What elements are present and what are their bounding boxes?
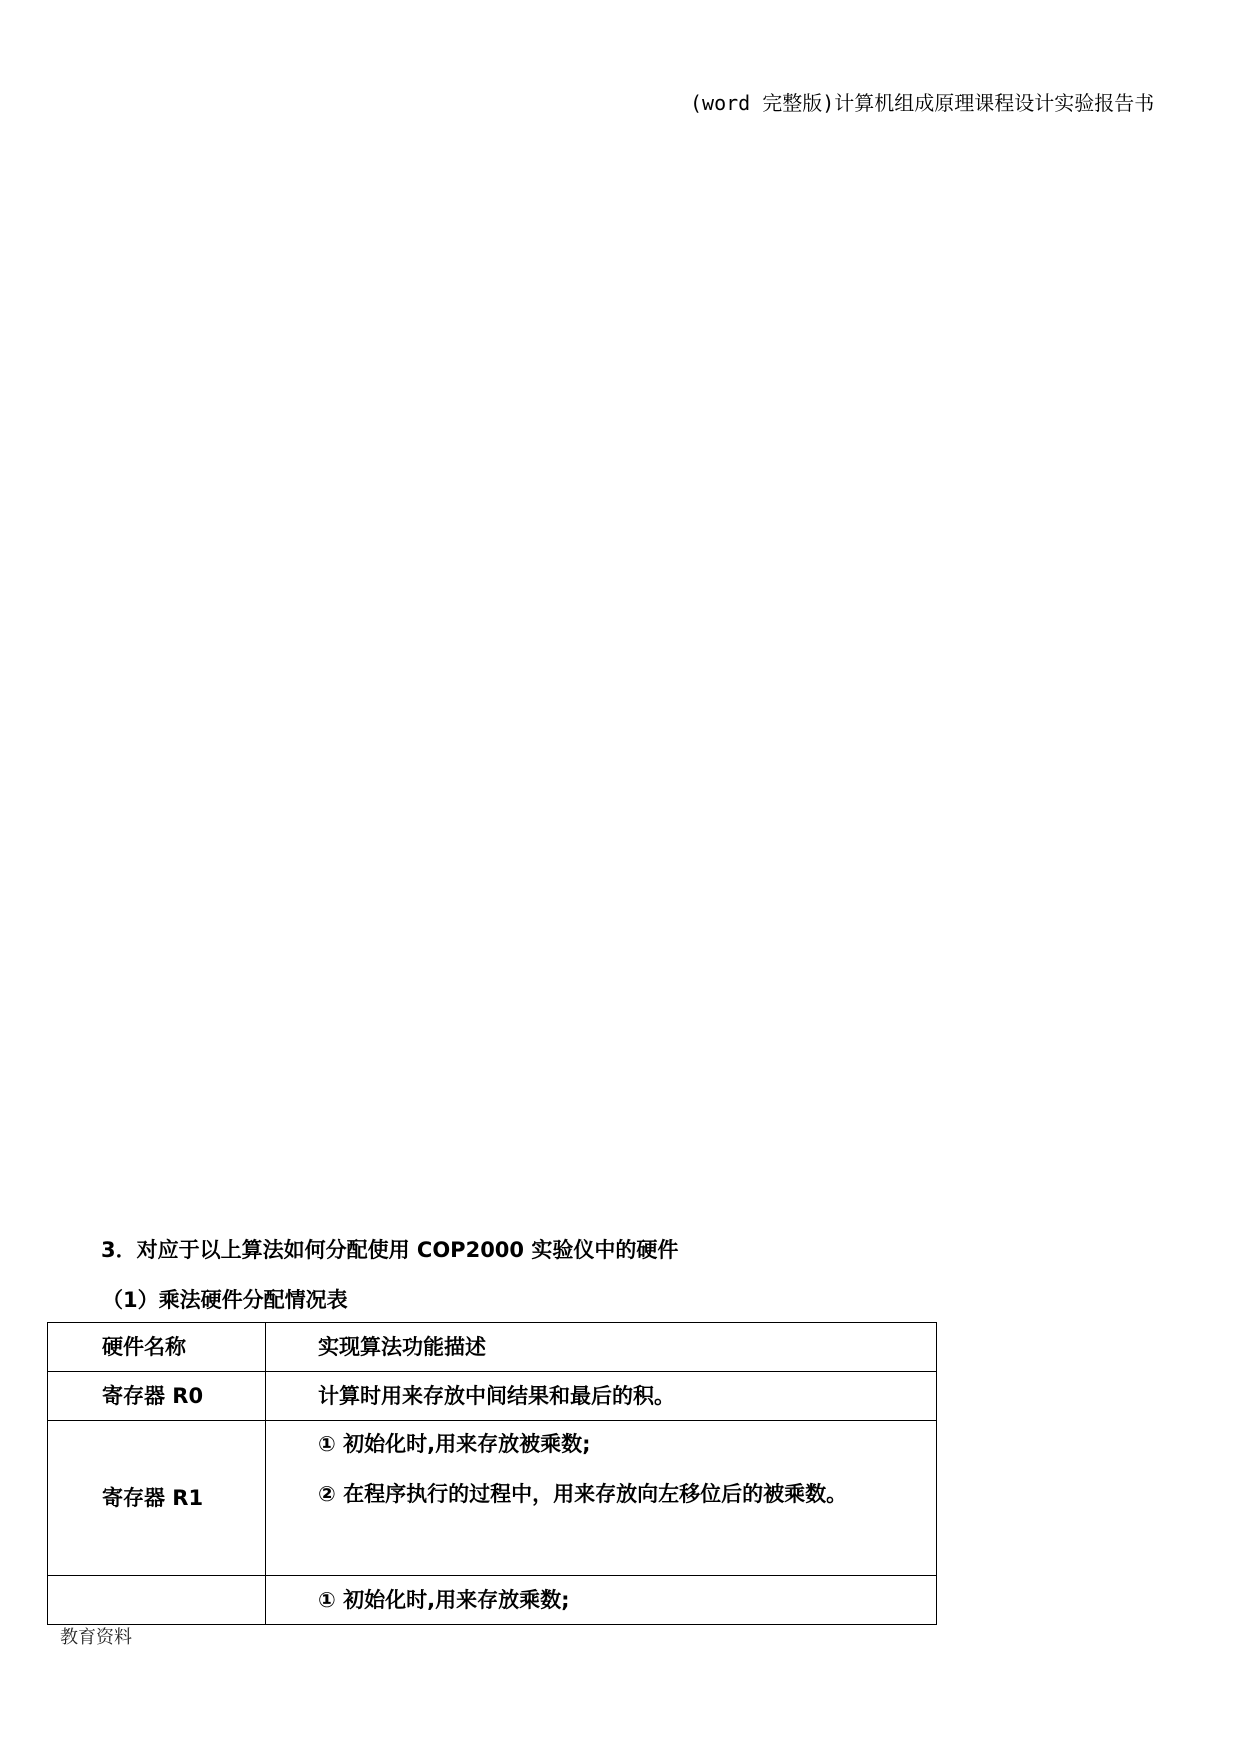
hardware-name-cell: 寄存器 R0 (48, 1372, 266, 1421)
table-row (48, 1372, 937, 1421)
description-line: ① 初始化时,用来存放乘数; (318, 1588, 570, 1612)
description-line: ① 初始化时,用来存放被乘数; (318, 1432, 591, 1456)
hardware-name-cell: 寄存器 R1 (48, 1421, 266, 1576)
function-description-cell (266, 1576, 937, 1625)
page-footer: 教育资料 (60, 1627, 132, 1648)
hardware-name-cell (48, 1576, 266, 1625)
table-row (48, 1576, 937, 1625)
hardware-allocation-table (47, 1322, 937, 1625)
description-line: 计算时用来存放中间结果和最后的积。 (318, 1384, 675, 1408)
table-caption: （1）乘法硬件分配情况表 (102, 1288, 348, 1312)
function-description-cell (266, 1372, 937, 1421)
column-header-hardware-name: 硬件名称 (48, 1323, 266, 1372)
description-line: ② 在程序执行的过程中，用来存放向左移位后的被乘数。 (318, 1482, 848, 1506)
column-header-function-description: 实现算法功能描述 (266, 1323, 937, 1372)
table-row (48, 1421, 937, 1576)
page-header: (word 完整版)计算机组成原理课程设计实验报告书 (690, 91, 1155, 115)
function-description-cell (266, 1421, 937, 1576)
section-heading: 3．对应于以上算法如何分配使用 COP2000 实验仪中的硬件 (101, 1238, 679, 1262)
table-header-row (48, 1323, 937, 1372)
